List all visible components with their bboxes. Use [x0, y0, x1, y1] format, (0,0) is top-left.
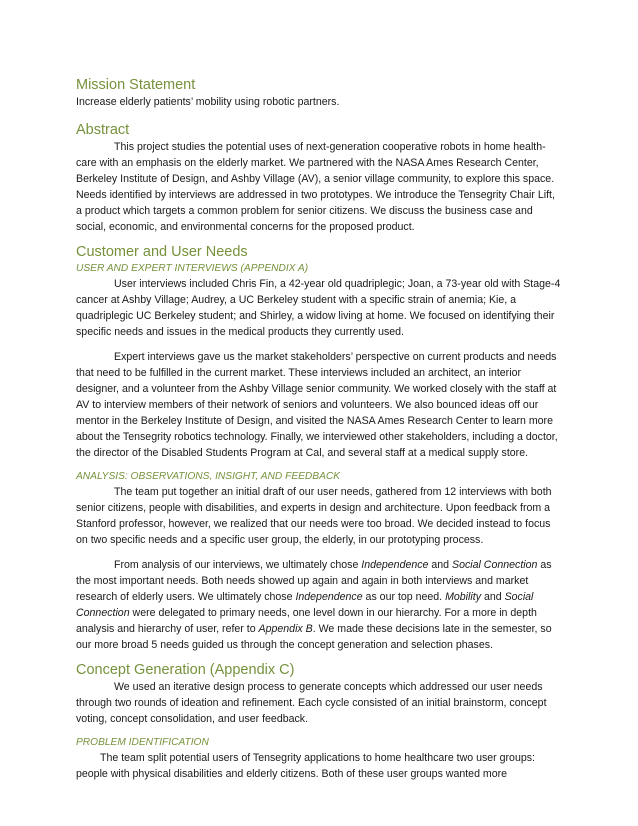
social-connection-term: Social Connection — [452, 559, 538, 571]
customer-needs-heading: Customer and User Needs — [76, 244, 248, 260]
needs-text-2: and — [428, 559, 453, 571]
analysis-subheading: ANALYSIS: OBSERVATIONS, INSIGHT, AND FEEDBACK — [76, 471, 341, 482]
concept-generation-paragraph: We used an iterative design process to generate concepts which addressed our user needs through two rounds of ideation and refinement. Each cycle consisted of an initial brainstorm, concept voting, concept consolidation, and user feedback. — [76, 681, 547, 725]
needs-text-4: as our top need. — [362, 591, 446, 603]
analysis-paragraph: The team put together an initial draft of our user needs, gathered from 12 interviews with both senior citizens, people with disabilities, and experts in design and architecture. Upon feedback from a Stanford professor, however, we realized that our needs were too broad. We decided instead to focus on two specific needs and a specific user group, the elderly, in our prototyping process. — [76, 486, 552, 546]
appendix-b-reference: Appendix B — [258, 623, 313, 635]
mission-text: Increase elderly patients’ mobility using robotic partners. — [76, 96, 340, 108]
mission-heading: Mission Statement — [76, 77, 196, 93]
needs-text-7: . We made these decisions late in the semester, so our more broad 5 needs guided us through the concept generation and selection phases. — [76, 623, 552, 651]
needs-text-5: and — [481, 591, 505, 603]
abstract-heading: Abstract — [76, 122, 130, 138]
social-connection-term-2: Social Connection — [76, 591, 534, 619]
needs-text-6: were delegated to primary needs, one level down in our hierarchy. For a more in depth analysis and hierarchy of user, refer to — [76, 607, 537, 635]
needs-choice-paragraph — [76, 557, 562, 653]
abstract-text: This project studies the potential uses of next-generation cooperative robots in home health-care with an emphasis on the elderly market. We partnered with the NASA Ames Research Center, Berkeley Institute of Design, and Ashby Village (AV), a senior village community, to explore this space. Needs identified by interviews are addressed in two prototypes. We introduce the Tensegrity Chair Lift, a product which targets a common problem for senior citizens. We discuss the business case and social, economic, and environmental concerns for the proposed product. — [76, 141, 555, 233]
needs-text-1: From analysis of our interviews, we ultimately chose — [114, 559, 362, 571]
independence-term: Independence — [361, 559, 429, 571]
user-interviews-paragraph: User interviews included Chris Fin, a 42-year old quadriplegic; Joan, a 73-year old with Stage-4 cancer at Ashby Village; Audrey, a UC Berkeley student with a specific strain of anemia; Kie, a quadriplegic UC Berkeley student; and Shirley, a widow living at home. We focused on identifying their specific needs and issues in the medical products they currently used. — [76, 278, 561, 338]
expert-interviews-paragraph: Expert interviews gave us the market stakeholders’ perspective on current products and needs that need to be fulfilled in the current market. These interviews included an architect, an interior designer, and a volunteer from the Ashby Village senior community. We worked closely with the staff at AV to interview members of their network of seniors and volunteers. We also bounced ideas off our mentor in the Berkeley Institute of Design, and visited the NASA Ames Research Center to learn more about the Tensegrity robotics technology. Finally, we interviewed other stakeholders, including a doctor, the director of the Disabled Students Program at Cal, and several staff at a medical supply store. — [76, 351, 558, 459]
problem-identification-subheading: PROBLEM IDENTIFICATION — [76, 737, 209, 748]
mobility-term: Mobility — [445, 591, 481, 603]
concept-generation-heading: Concept Generation (Appendix C) — [76, 662, 295, 678]
independence-term-2: Independence — [295, 591, 363, 603]
needs-text-3: as the most important needs. Both needs showed up again and again in both interviews and market research of elderly users. We ultimately chose — [76, 559, 552, 603]
problem-identification-paragraph: The team split potential users of Tensegrity applications to home healthcare two user groups: people with physical disabilities and elderly citizens. Both of these user groups wanted more — [76, 752, 535, 780]
document-page — [76, 76, 562, 782]
user-expert-interviews-subheading: USER AND EXPERT INTERVIEWS (APPENDIX A) — [76, 263, 309, 274]
